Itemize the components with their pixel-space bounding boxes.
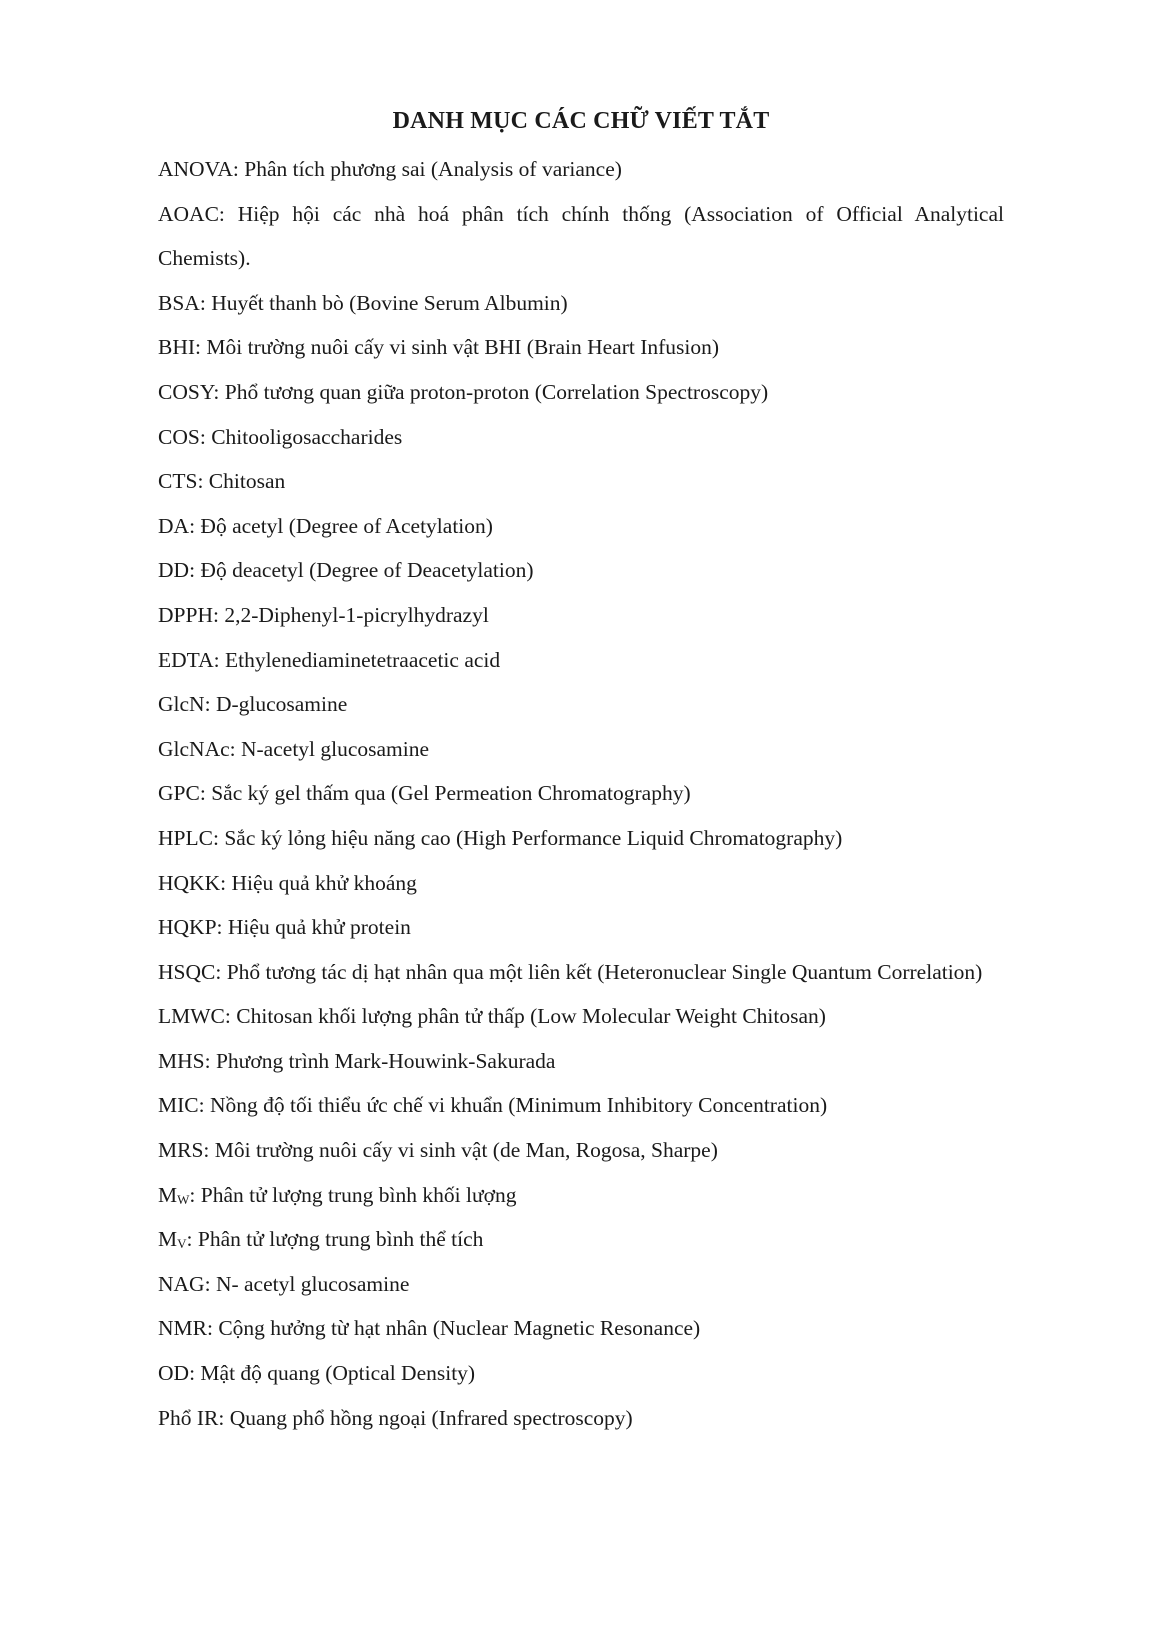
term-separator: :: [216, 915, 228, 940]
abbreviation-entry: [158, 638, 1004, 683]
abbreviation-definition: Mật độ quang (Optical Density): [200, 1361, 476, 1386]
abbreviation-term: [158, 1049, 205, 1073]
abbreviation-definition: Chitosan khối lượng phân tử thấp (Low Molecular Weight Chitosan): [236, 1004, 826, 1029]
abbreviation-term: [158, 469, 197, 493]
term-separator: :: [195, 335, 207, 360]
term-subscript: V: [177, 1236, 187, 1252]
abbreviation-term: [158, 425, 200, 449]
term-separator: :: [197, 469, 209, 494]
abbreviation-term: [158, 1361, 189, 1385]
abbreviation-term: [158, 291, 200, 315]
abbreviation-entry: [158, 905, 1004, 950]
abbreviation-entry: [158, 1351, 1004, 1396]
term-separator: :: [229, 736, 241, 761]
term-text: M: [158, 1227, 178, 1252]
abbreviation-definition: Nồng độ tối thiểu ức chế vi khuẩn (Minimum Inhibitory Concentration): [209, 1093, 828, 1118]
term-separator: :: [212, 602, 225, 627]
term-separator: :: [218, 201, 238, 226]
term-separator: :: [232, 157, 245, 181]
abbreviation-term: [158, 1004, 225, 1028]
abbreviation-entry: [158, 682, 1004, 727]
abbreviation-term: [158, 1272, 205, 1296]
term-separator: :: [189, 513, 201, 538]
abbreviation-definition: Chitooligosaccharides: [211, 424, 403, 449]
abbreviation-entry: [158, 1173, 1004, 1218]
term-separator: :: [213, 379, 225, 404]
term-text: Phổ IR: [158, 1405, 219, 1430]
term-text: EDTA: [158, 647, 214, 672]
term-text: BSA: [158, 290, 200, 315]
abbreviation-definition: Ethylenediaminetetraacetic acid: [224, 647, 501, 672]
term-text: GlcNAc: [158, 736, 230, 761]
term-separator: :: [204, 1048, 216, 1073]
abbreviation-definition: Huyết thanh bò (Bovine Serum Albumin): [211, 290, 568, 315]
term-text: NMR: [158, 1316, 207, 1341]
term-text: HQKP: [158, 915, 217, 940]
abbreviation-definition: Hiệp hội các nhà hoá phân tích chính thống (Association of Official Analytical Chemists).: [158, 201, 1004, 271]
abbreviation-entry: [158, 1306, 1004, 1351]
abbreviation-term: [158, 1183, 189, 1207]
term-separator: :: [218, 1405, 230, 1430]
abbreviation-definition: Môi trường nuôi cấy vi sinh vật (de Man, Rogosa, Sharpe): [214, 1138, 718, 1163]
term-text: LMWC: [158, 1004, 225, 1029]
abbreviation-entry: [158, 281, 1004, 326]
term-text: GPC: [158, 781, 200, 806]
abbreviation-term: [158, 603, 213, 627]
abbreviation-definition: Hiệu quả khử protein: [227, 915, 411, 940]
abbreviation-term: [158, 915, 217, 939]
document-page: [158, 104, 1004, 1440]
abbreviation-entry: [158, 1262, 1004, 1307]
term-text: BHI: [158, 335, 196, 360]
term-text: M: [158, 1182, 178, 1207]
term-text: MIC: [158, 1093, 199, 1118]
abbreviation-definition: Sắc ký lỏng hiệu năng cao (High Performance Liquid Chromatography): [224, 825, 843, 850]
abbreviation-term: [158, 1093, 199, 1117]
term-text: DD: [158, 558, 190, 583]
term-separator: :: [198, 1093, 210, 1118]
abbreviation-term: [158, 781, 200, 805]
abbreviation-entry: [158, 1039, 1004, 1084]
abbreviation-term: [158, 737, 230, 761]
abbreviation-definition: Phân tử lượng trung bình khối lượng: [200, 1182, 517, 1207]
term-text: GlcN: [158, 692, 205, 717]
term-text: MRS: [158, 1138, 204, 1163]
term-separator: :: [189, 1361, 201, 1386]
abbreviation-term: [158, 202, 219, 226]
page-title: DANH MỤC CÁC CHỮ VIẾT TẮT: [392, 108, 770, 134]
term-text: NAG: [158, 1271, 205, 1296]
abbreviation-definition: Phân tích phương sai (Analysis of variance): [244, 157, 622, 181]
abbreviation-entry: [158, 370, 1004, 415]
term-separator: :: [203, 1138, 215, 1163]
abbreviation-term: [158, 157, 233, 181]
term-text: DA: [158, 513, 190, 538]
abbreviation-term: [158, 335, 195, 359]
abbreviation-entry: [158, 1217, 1004, 1262]
term-separator: :: [206, 1316, 219, 1341]
abbreviation-definition: Sắc ký gel thấm qua (Gel Permeation Chromatography): [211, 781, 691, 806]
abbreviation-entry: [158, 1396, 1004, 1441]
term-separator: :: [189, 558, 201, 583]
abbreviation-term: [158, 826, 213, 850]
abbreviation-definition: Phân tử lượng trung bình thể tích: [197, 1227, 484, 1252]
term-text: DPPH: [158, 602, 213, 627]
term-text: ANOVA: [158, 157, 233, 181]
abbreviation-term: [158, 1138, 203, 1162]
abbreviation-term: [158, 692, 205, 716]
abbreviation-term: [158, 558, 189, 582]
abbreviation-entry: [158, 1083, 1004, 1128]
term-text: CTS: [158, 469, 198, 494]
abbreviation-term: [158, 1316, 207, 1340]
term-subscript: W: [177, 1191, 190, 1207]
term-separator: :: [215, 959, 227, 984]
abbreviation-entry: [158, 459, 1004, 504]
abbreviation-definition: N- acetyl glucosamine: [215, 1271, 410, 1296]
term-text: OD: [158, 1361, 190, 1386]
abbreviation-definition: Phổ tương tác dị hạt nhân qua một liên kết (Heteronuclear Single Quantum Correlation): [226, 959, 983, 984]
abbreviation-list: [158, 147, 1004, 1440]
term-text: COS: [158, 424, 200, 449]
term-separator: :: [204, 692, 216, 717]
term-separator: :: [189, 1182, 201, 1207]
abbreviation-definition: Chitosan: [208, 469, 286, 494]
abbreviation-entry: [158, 593, 1004, 638]
abbreviation-definition: N-acetyl glucosamine: [241, 736, 430, 761]
term-text: HSQC: [158, 959, 216, 984]
abbreviation-entry: [158, 994, 1004, 1039]
abbreviation-entry: [158, 727, 1004, 772]
abbreviation-definition: 2,2-Diphenyl-1-picrylhydrazyl: [224, 602, 489, 627]
abbreviation-entry: [158, 950, 1004, 995]
abbreviation-entry: [158, 415, 1004, 460]
abbreviation-definition: Phương trình Mark-Houwink-Sakurada: [215, 1048, 556, 1073]
term-separator: :: [204, 1271, 216, 1296]
abbreviation-entry: [158, 816, 1004, 861]
abbreviation-definition: D-glucosamine: [215, 692, 348, 717]
abbreviation-term: [158, 514, 189, 538]
abbreviation-term: [158, 871, 220, 895]
abbreviation-definition: Cộng hưởng từ hạt nhân (Nuclear Magnetic Resonance): [218, 1316, 701, 1341]
abbreviation-entry: [158, 771, 1004, 816]
abbreviation-entry: [158, 1128, 1004, 1173]
abbreviation-entry: [158, 325, 1004, 370]
term-text: AOAC: [158, 201, 219, 226]
abbreviation-definition: Môi trường nuôi cấy vi sinh vật BHI (Brain Heart Infusion): [206, 335, 720, 360]
abbreviation-term: [158, 648, 214, 672]
abbreviation-entry: [158, 504, 1004, 549]
term-separator: :: [186, 1227, 198, 1252]
term-separator: :: [199, 290, 212, 315]
term-text: MHS: [158, 1048, 205, 1073]
abbreviation-entry: [158, 192, 1004, 281]
term-text: HPLC: [158, 825, 213, 850]
term-separator: :: [213, 647, 225, 672]
term-text: HQKK: [158, 870, 221, 895]
term-separator: :: [212, 825, 225, 850]
abbreviation-definition: Độ acetyl (Degree of Acetylation): [200, 513, 493, 538]
abbreviation-entry: [158, 861, 1004, 906]
abbreviation-term: [158, 960, 215, 984]
term-separator: :: [220, 870, 232, 895]
abbreviation-definition: Hiệu quả khử khoáng: [231, 870, 417, 895]
abbreviation-term: [158, 1227, 187, 1251]
term-separator: :: [224, 1004, 237, 1029]
abbreviation-term: [158, 1406, 218, 1430]
abbreviation-term: [158, 380, 213, 404]
abbreviation-entry: [158, 147, 1004, 192]
abbreviation-definition: Quang phổ hồng ngoại (Infrared spectroscopy): [229, 1405, 633, 1430]
term-text: COSY: [158, 379, 214, 404]
term-separator: :: [199, 424, 212, 449]
term-separator: :: [199, 781, 212, 806]
abbreviation-definition: Phổ tương quan giữa proton-proton (Correlation Spectroscopy): [224, 379, 769, 404]
abbreviation-entry: [158, 548, 1004, 593]
abbreviation-definition: Độ deacetyl (Degree of Deacetylation): [200, 558, 534, 583]
